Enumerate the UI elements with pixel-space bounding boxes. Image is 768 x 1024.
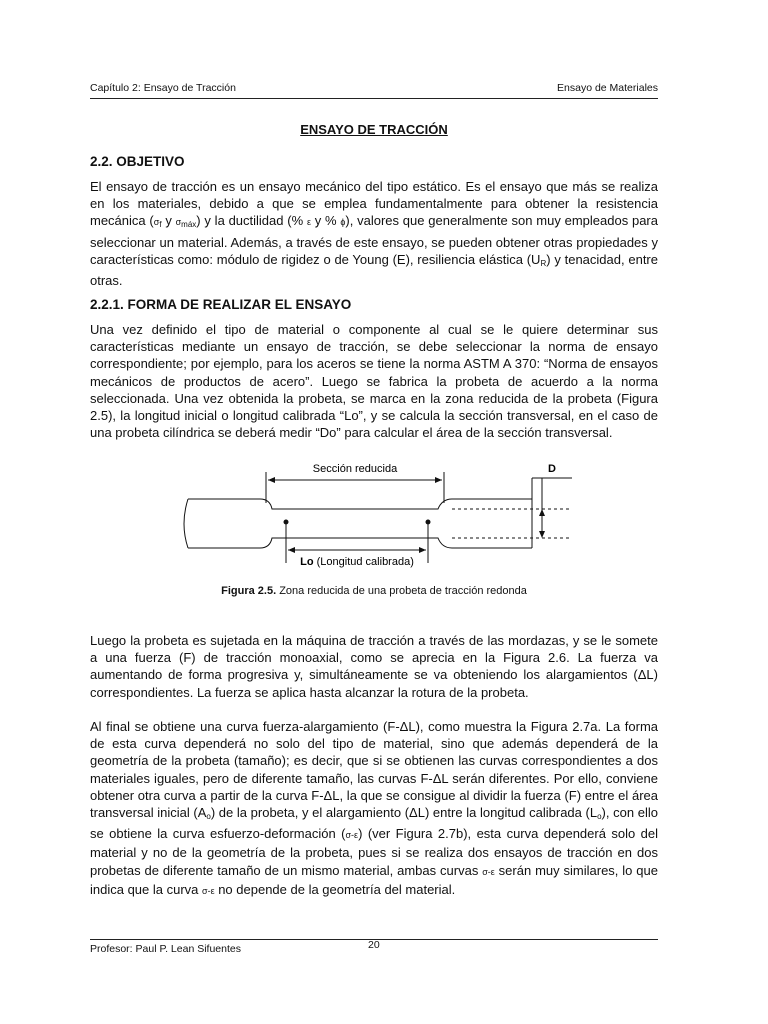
probeta-outline-top bbox=[188, 499, 532, 509]
label-lo: Lo (Longitud calibrada) bbox=[300, 556, 414, 568]
paragraph-curva: Al final se obtiene una curva fuerza-alargamiento (F-ΔL), como muestra la Figura 2.7a. La forma de esta curva dependerá no solo del tipo de material, sino que además dependerá de la geometría de la probeta (tamaño); es decir, que si se obtienen las curvas correspondientes a dos materiales iguales, pero de diferente tamaño, las curvas F-ΔL serán diferentes. Por ello, conviene obtener otra curva a partir de la curva F-ΔL, la que se consigue al dividir la fuerza (F) entre el área transversal inicial $(A_o)$ de la probeta, y el alargamiento (ΔL) entre la longitud calibrada $(L_o)$, con ello se obtiene la curva esfuerzo-deformación (σ-ε) (ver Figura 2.7b), esta curva dependerá solo del material y no de la geometría de la probeta, pues si se realiza dos ensayos de tracción en dos probetas de diferente tamaño de un mismo material, ambas curvas σ-ε serán muy similares, lo que indica que la curva σ-ε no depende de la geometría del material. bbox=[90, 719, 659, 897]
arrow-left bbox=[268, 477, 275, 483]
page-header bbox=[90, 82, 658, 99]
page-footer bbox=[90, 939, 658, 958]
label-seccion: Sección reducida bbox=[312, 463, 398, 475]
probeta-outline-bottom bbox=[188, 538, 532, 548]
arrow-d-top bbox=[539, 509, 545, 516]
footer-professor: Profesor: Paul P. Lean Sifuentes bbox=[90, 943, 241, 955]
heading-objetivo: 2.2. OBJETIVO bbox=[90, 154, 185, 169]
heading-forma-ensayo: 2.2.1. FORMA DE REALIZAR EL ENSAYO bbox=[90, 297, 352, 312]
probeta-left-end bbox=[184, 499, 188, 548]
figure-probeta bbox=[180, 458, 580, 576]
mark-right bbox=[426, 520, 431, 525]
figure-caption: Figura 2.5. Zona reducida de una probeta de tracción redonda bbox=[221, 585, 527, 597]
arrow-lo-left bbox=[288, 547, 295, 553]
mark-left bbox=[284, 520, 289, 525]
page-number: 20 bbox=[368, 939, 380, 951]
probeta-diagram bbox=[180, 458, 580, 576]
paragraph-objetivo: El ensayo de tracción es un ensayo mecánico del tipo estático. Es el ensayo que más se realiza en los materiales, debido a que se emplea fundamentalmente para obtener la resistencia mecánica ($\sigma_f$ y $\sigma_{máx}$) y la ductilidad (% ε y % ϕ), valores que generalmente son muy empleados para seleccionar un material. Además, a través de este ensayo, se pueden obtener otras propiedades y características como: módulo de rigidez o de Young (E), resiliencia elástica $(U_R)$ y tenacidad, entre otras. bbox=[90, 179, 658, 289]
header-chapter: Capítulo 2: Ensayo de Tracción bbox=[90, 82, 236, 94]
paragraph-sujecion: Luego la probeta es sujetada en la máquina de tracción a través de las mordazas, y se le somete a una fuerza (F) de tracción monoaxial, como se aprecia en la Figura 2.6. La fuerza va aumentando de forma progresiva y, simultáneamente se va obteniendo los alargamientos (ΔL) correspondientes. La fuerza se aplica hasta alcanzar la rotura de la probeta. bbox=[90, 633, 658, 700]
header-subject: Ensayo de Materiales bbox=[557, 82, 658, 94]
arrow-right bbox=[435, 477, 442, 483]
arrow-lo-right bbox=[419, 547, 426, 553]
label-d: D bbox=[548, 463, 556, 475]
arrow-d-bottom bbox=[539, 531, 545, 538]
paragraph-forma-ensayo: Una vez definido el tipo de material o componente al cual se le quiere determinar sus características mediante un ensayo de tracción, se debe seleccionar la norma de ensayo correspondiente; por ejemplo, para los aceros se tiene la norma ASTM A 370: “Norma de ensayos mecánicos de productos de acero”. Luego se fabrica la probeta de acuerdo a la norma seleccionada. Una vez obtenida la probeta, se marca en la zona reducida de la probeta (Figura 2.5), la longitud inicial o longitud calibrada “Lo”, y se calcula la sección transversal, en el caso de una probeta cilíndrica se deberá medir “Do” para calcular el área de la sección transversal. bbox=[90, 322, 658, 441]
page-title: ENSAYO DE TRACCIÓN bbox=[300, 122, 448, 137]
